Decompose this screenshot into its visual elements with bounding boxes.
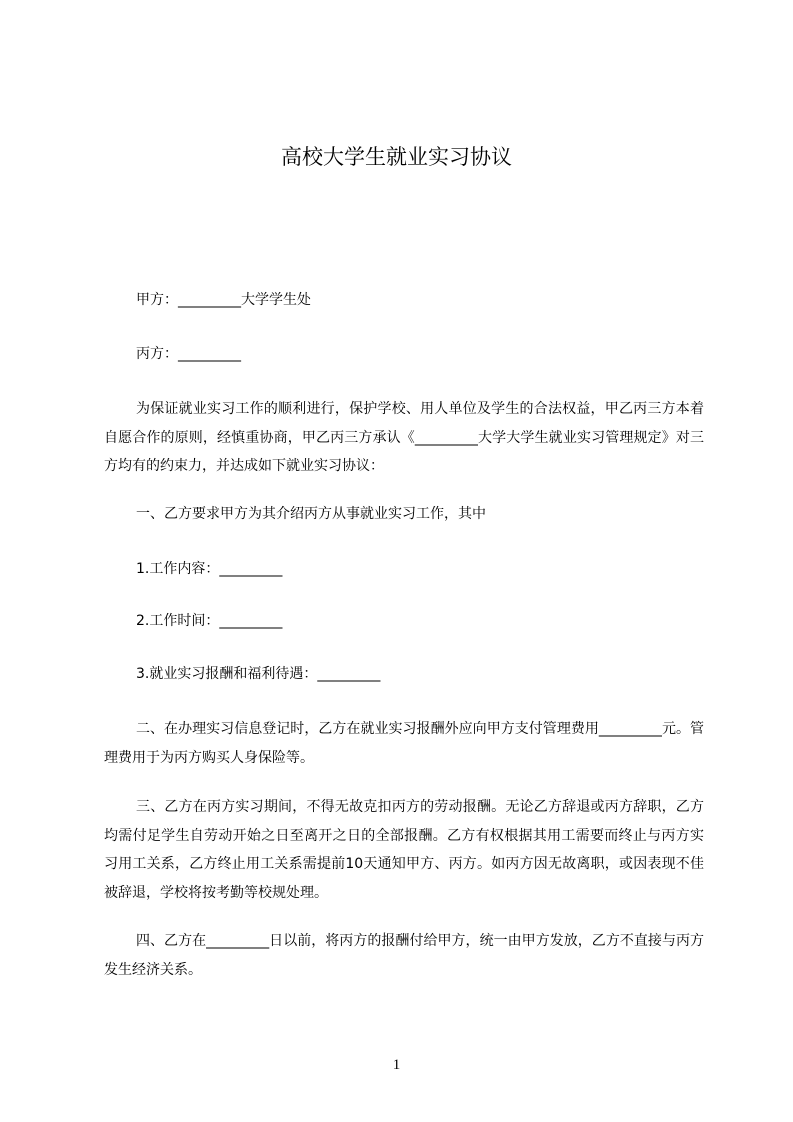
clause-1-item-compensation: 3.就业实习报酬和福利待遇：_________ — [136, 666, 381, 682]
page-number: 1 — [392, 1057, 401, 1073]
clause-4-paragraph: 四、乙方在_________日以前，将丙方的报酬付给甲方，统一由甲方发放，乙方不直接与丙方发生经济关系。 — [104, 933, 704, 978]
clause-2-paragraph: 二、在办理实习信息登记时，乙方在就业实习报酬外应向甲方支付管理费用_________元。管理费用于为丙方购买人身保险等。 — [104, 721, 704, 766]
clause-1-heading: 一、乙方要求甲方为其介绍丙方从事就业实习工作，其中 — [136, 506, 486, 522]
clause-1-item-work-time: 2.工作时间：_________ — [136, 613, 283, 629]
clause-3-paragraph: 三、乙方在丙方实习期间，不得无故克扣丙方的劳动报酬。无论乙方辞退或丙方辞职，乙方均需付足学生自劳动开始之日至离开之日的全部报酬。乙方有权根据其用工需要而终止与丙方实习用工关系，乙方终止用工关系需提前10天通知甲方、丙方。如丙方因无故离职，或因表现不佳被辞退，学校将按考勤等校规处理。 — [104, 799, 704, 901]
document-title: 高校大学生就业实习协议 — [281, 145, 512, 169]
clause-1-item-work-content: 1.工作内容：_________ — [136, 561, 283, 577]
party-c-line: 丙方：_________ — [136, 346, 241, 362]
party-a-line: 甲方：_________大学学生处 — [136, 292, 311, 308]
preamble-paragraph: 为保证就业实习工作的顺利进行，保护学校、用人单位及学生的合法权益，甲乙丙三方本着自愿合作的原则，经慎重协商，甲乙丙三方承认《_________大学大学生就业实习管理规定》对三方均有的约束力，并达成如下就业实习协议： — [104, 401, 704, 474]
